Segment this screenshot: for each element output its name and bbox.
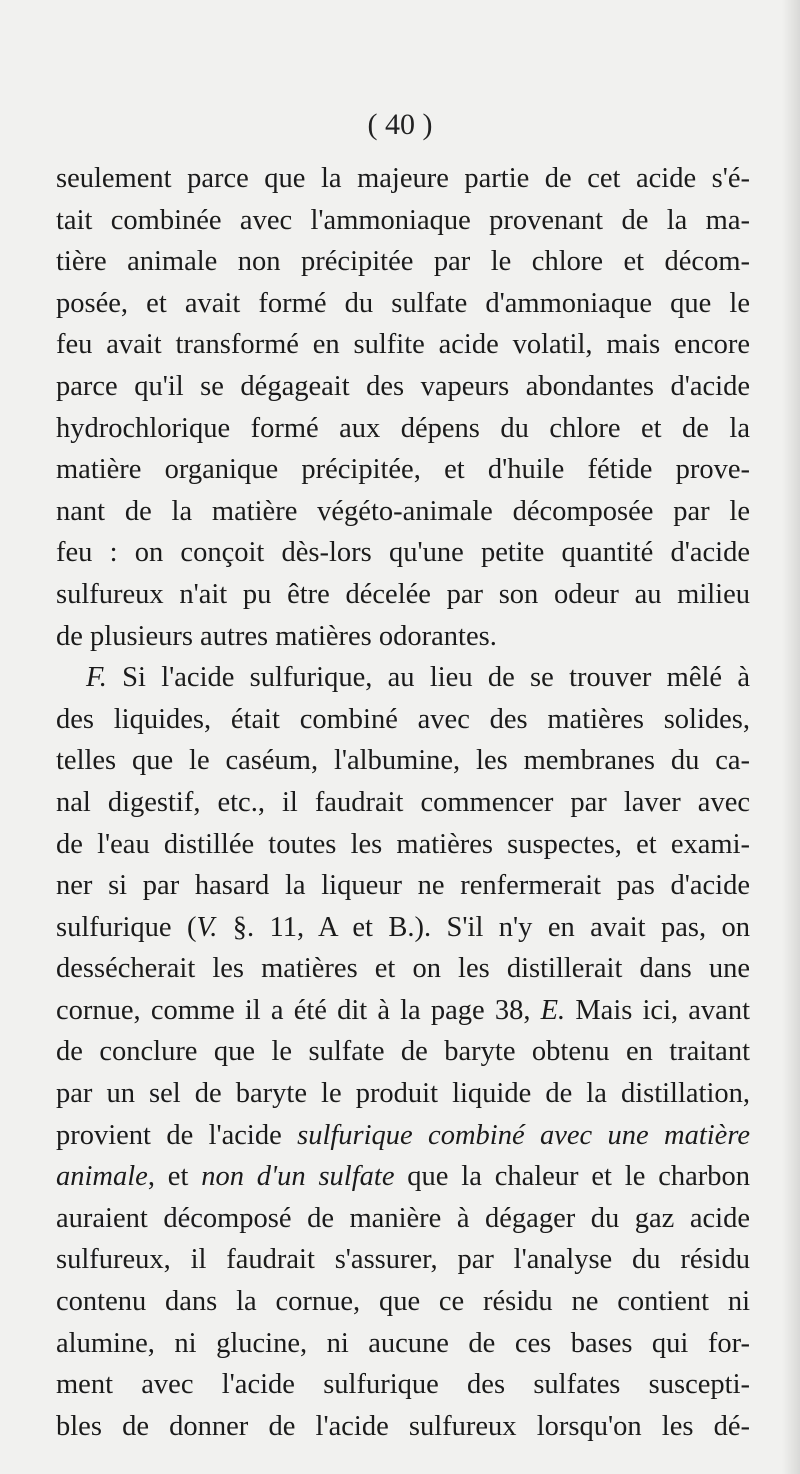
text-line: posée, et avait formé du sulfate d'ammoniaque que le (56, 287, 750, 319)
text-line: sulfureux n'ait pu être décelée par son odeur au milieu (56, 578, 750, 610)
text-line: seulement parce que la majeure partie de cet acide s'é- (56, 163, 750, 194)
text-line: auraient décomposé de manière à dégager du gaz acide (56, 1202, 750, 1234)
page-edge-shadow (782, 0, 800, 1474)
text-line: matière organique précipitée, et d'huile fétide prove- (56, 454, 750, 486)
text-line: ner si par hasard la liqueur ne renfermerait pas d'acide (56, 870, 750, 902)
text-line: telles que le caséum, l'albumine, les membranes du ca- (56, 745, 750, 777)
text-line: provient de l'acide sulfurique combiné avec une matière (56, 1119, 750, 1151)
text-line: animale, et non d'un sulfate que la chaleur et le charbon (56, 1161, 750, 1193)
text-line: parce qu'il se dégageait des vapeurs abondantes d'acide (56, 370, 750, 402)
text-line: de conclure que le sulfate de baryte obtenu en traitant (56, 1036, 750, 1068)
text-line: tait combinée avec l'ammoniaque provenant de la ma- (56, 204, 750, 236)
italic-phrase: sulfurique combiné avec une matière (297, 1119, 750, 1151)
text-line: nant de la matière végéto-animale décomposée par le (56, 495, 750, 527)
body-text (56, 158, 750, 1447)
italic-phrase: animale (56, 1161, 148, 1193)
section-marker: F. (86, 662, 107, 694)
text-line: nal digestif, etc., il faudrait commencer par laver avec (56, 786, 750, 818)
text-line: hydrochlorique formé aux dépens du chlore et de la (56, 412, 750, 444)
text-line: alumine, ni glucine, ni aucune de ces bases qui for- (56, 1327, 750, 1359)
italic-phrase: non d'un sulfate (201, 1161, 395, 1193)
section-reference: E. (540, 994, 566, 1026)
text-line: sulfurique (V. §. 11, A et B.). S'il n'y en avait pas, on (56, 911, 750, 943)
text-line: cornue, comme il a été dit à la page 38, E. Mais ici, avant (56, 994, 750, 1026)
text-line: contenu dans la cornue, que ce résidu ne contient ni (56, 1286, 750, 1318)
text-line: des liquides, était combiné avec des matières solides, (56, 703, 750, 735)
text-line: tière animale non précipitée par le chlore et décom- (56, 246, 750, 278)
text-line: dessécherait les matières et on les distillerait dans une (56, 953, 750, 985)
text-line: feu : on conçoit dès-lors qu'une petite quantité d'acide (56, 537, 750, 569)
reference-marker: V. (196, 911, 218, 943)
text-line: sulfureux, il faudrait s'assurer, par l'analyse du résidu (56, 1244, 750, 1276)
text-line: par un sel de baryte le produit liquide de la distillation, (56, 1078, 750, 1110)
text-line: bles de donner de l'acide sulfureux lorsqu'on les dé- (56, 1410, 750, 1442)
text-line: ment avec l'acide sulfurique des sulfates suscepti- (56, 1369, 750, 1401)
paragraph-end-line: de plusieurs autres matières odorantes. (56, 620, 497, 652)
text-line: de l'eau distillée toutes les matières suspectes, et exami- (56, 828, 750, 860)
page-number: ( 40 ) (367, 108, 433, 141)
text-line: feu avait transformé en sulfite acide volatil, mais encore (56, 329, 750, 361)
paragraph-start-line: F. Si l'acide sulfurique, au lieu de se trouver mêlé à (86, 662, 750, 694)
